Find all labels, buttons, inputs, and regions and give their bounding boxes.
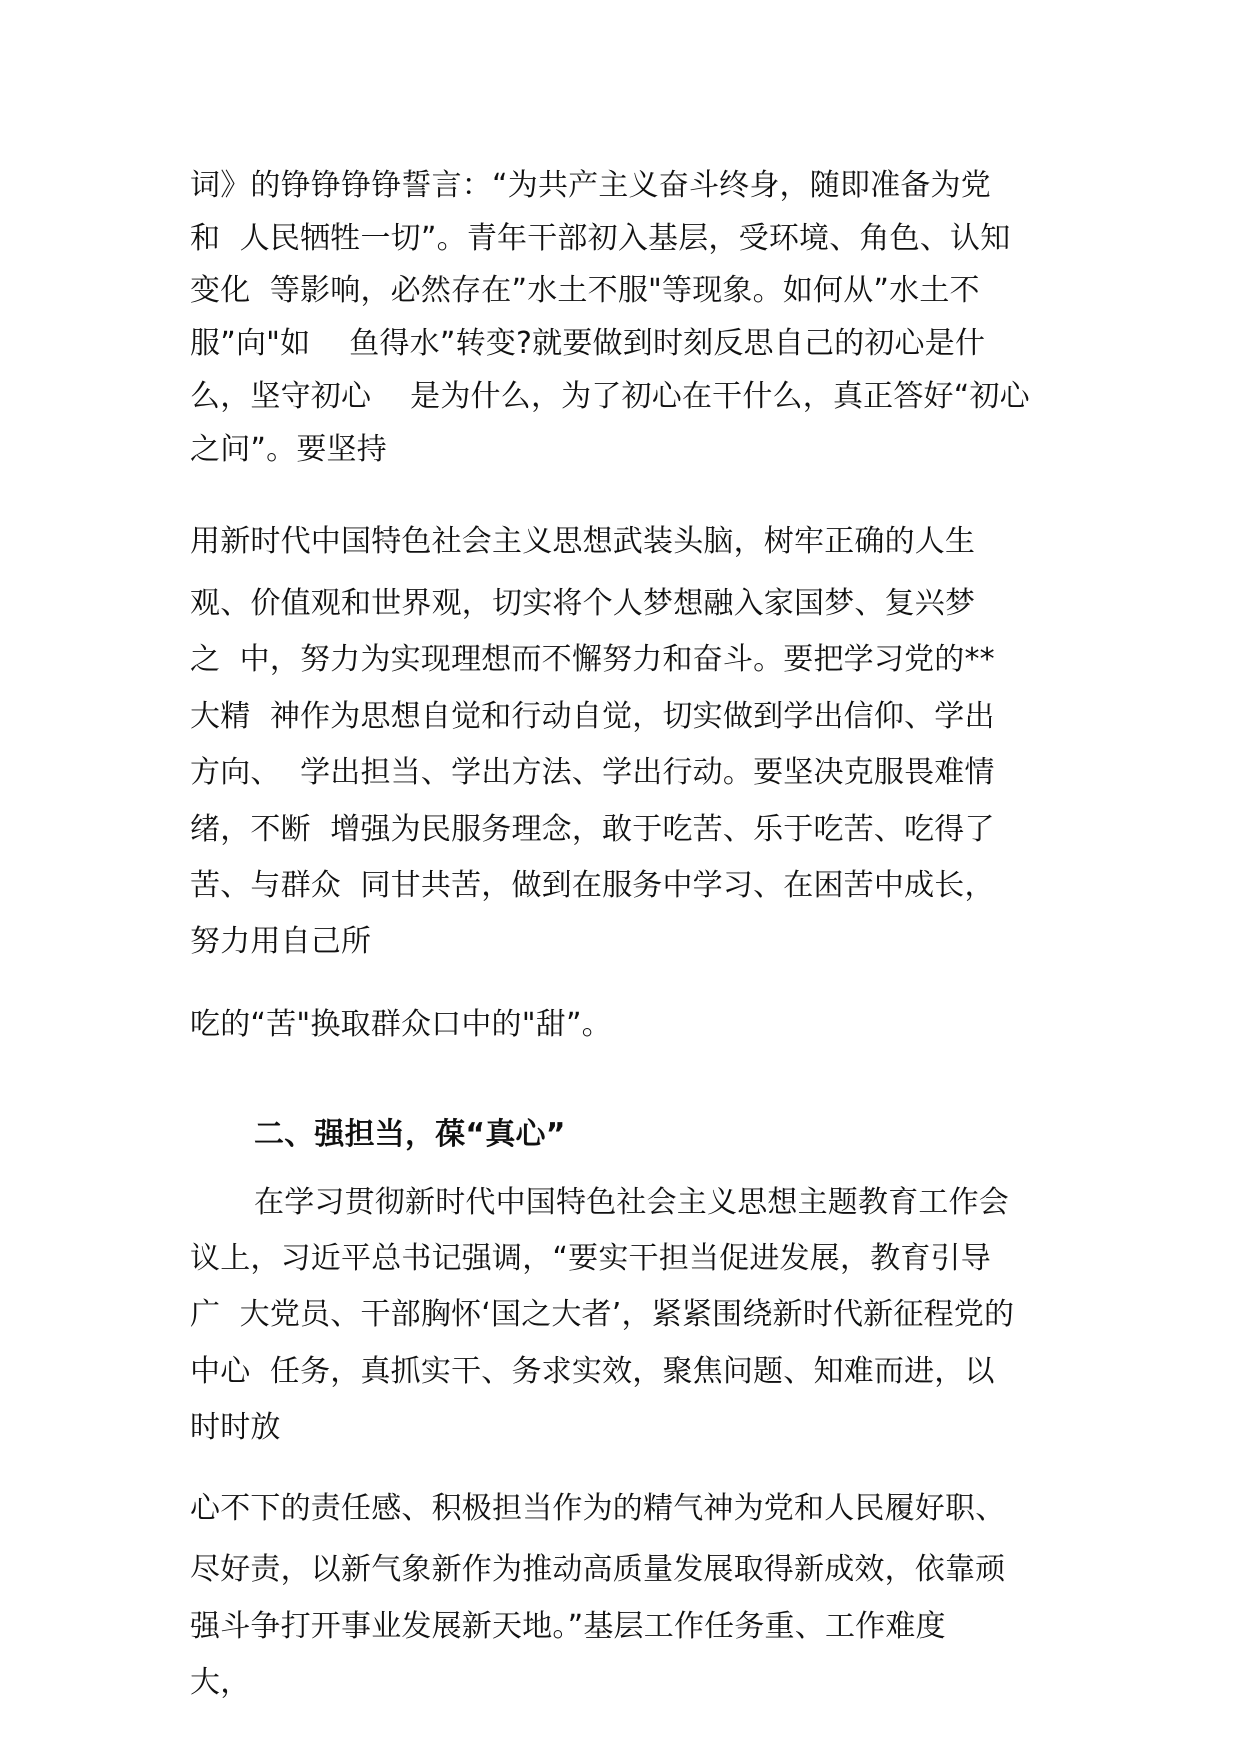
paragraph-line: 用新时代中国特色社会主义思想武装头脑，树牢正确的人生 bbox=[190, 524, 976, 559]
paragraph-line: 尽好责，以新气象新作为推动高质量发展取得新成效，依靠顽 bbox=[190, 1552, 1006, 1587]
paragraph-line: 大， bbox=[190, 1665, 251, 1700]
paragraph-line: 时时放 bbox=[190, 1410, 281, 1445]
paragraph-line: 服”向"如 鱼得水”转变?就要做到时刻反思自己的初心是什 bbox=[190, 326, 986, 361]
paragraph-line: 大精 神作为思想自觉和行动自觉，切实做到学出信仰、学出 bbox=[190, 699, 995, 734]
paragraph-line: 绪，不断 增强为民服务理念，敢于吃苦、乐于吃苦、吃得了 bbox=[190, 812, 995, 847]
paragraph-line: 议上，习近平总书记强调，“要实干担当促进发展，教育引导 bbox=[190, 1241, 991, 1276]
paragraph-line: 中心 任务，真抓实干、务求实效，聚焦问题、知难而进，以 bbox=[190, 1354, 995, 1389]
paragraph-line: 强斗争打开事业发展新天地。”基层工作任务重、工作难度 bbox=[190, 1609, 946, 1644]
paragraph-line: 心不下的责任感、积极担当作为的精气神为党和人民履好职、 bbox=[190, 1491, 1006, 1526]
paragraph-line: 之问”。要坚持 bbox=[190, 432, 387, 467]
paragraph-line: 广 大党员、干部胸怀‘国之大者’，紧紧围绕新时代新征程党的 bbox=[190, 1297, 1015, 1332]
paragraph-line: 和 人民牺牲一切”。青年干部初入基层，受环境、角色、认知 bbox=[190, 221, 1011, 256]
paragraph-line: 观、价值观和世界观，切实将个人梦想融入家国梦、复兴梦 bbox=[190, 586, 976, 621]
section-heading: 二、强担当，葆“真心” bbox=[254, 1117, 566, 1152]
paragraph-line: 方向、 学出担当、学出方法、学出行动。要坚决克服畏难情 bbox=[190, 755, 995, 790]
paragraph-line: 之 中，努力为实现理想而不懈努力和奋斗。要把学习党的** bbox=[190, 642, 995, 677]
paragraph-line: 变化 等影响，必然存在”水土不服"等现象。如何从”水土不 bbox=[190, 273, 980, 308]
paragraph-line: 么，坚守初心 是为什么，为了初心在干什么，真正答好“初心 bbox=[190, 379, 1030, 414]
paragraph-line: 词》的铮铮铮铮誓言：“为共产主义奋斗终身，随即准备为党 bbox=[190, 168, 991, 203]
paragraph-line: 吃的“苦"换取群众口中的"甜”。 bbox=[190, 1007, 612, 1042]
paragraph-line: 苦、与群众 同甘共苦，做到在服务中学习、在困苦中成长， bbox=[190, 868, 995, 903]
paragraph-line: 努力用自己所 bbox=[190, 924, 372, 959]
paragraph-line: 在学习贯彻新时代中国特色社会主义思想主题教育工作会 bbox=[254, 1185, 1009, 1220]
